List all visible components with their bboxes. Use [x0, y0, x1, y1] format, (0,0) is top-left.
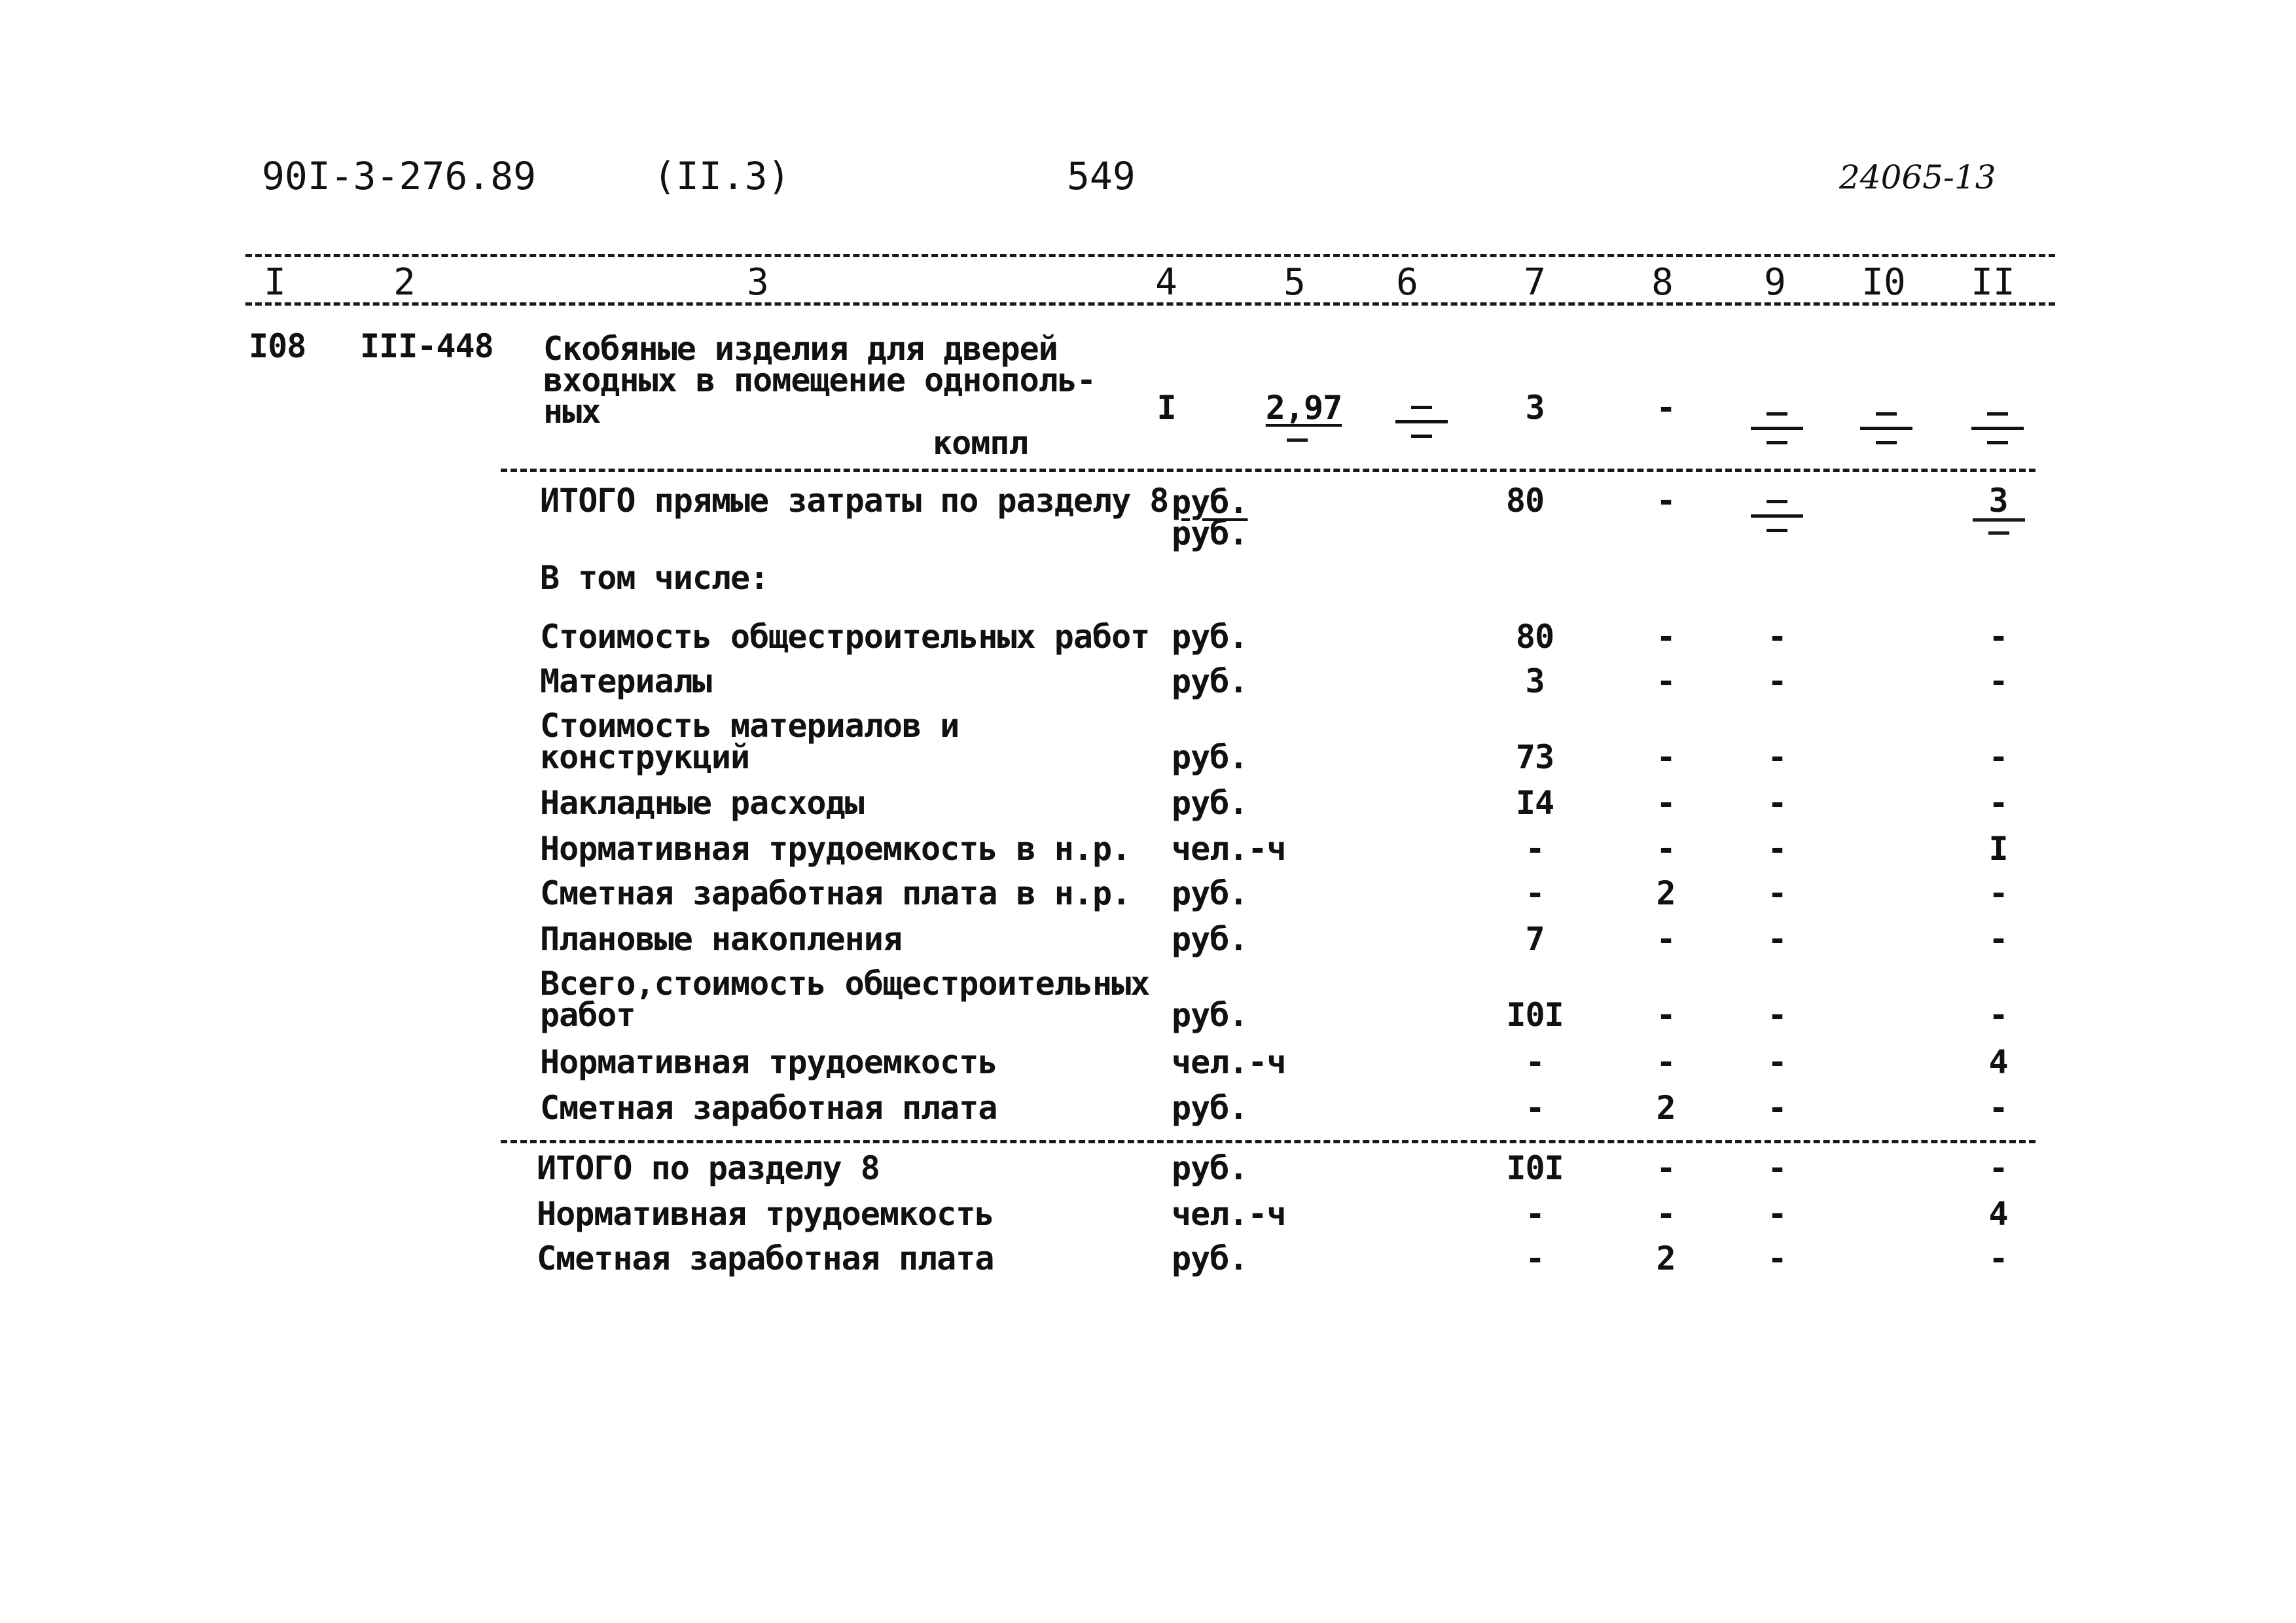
- row-col11: -: [1988, 874, 2008, 912]
- direct-total-label: ИТОГО прямые затраты по разделу 8: [540, 482, 1169, 520]
- row-col8: -: [1656, 738, 1676, 776]
- total-col8: 2: [1656, 1240, 1676, 1277]
- direct-total-col11: 3: [1988, 482, 2008, 520]
- total-col11: -: [1988, 1149, 2008, 1187]
- column-number: I: [264, 261, 286, 304]
- row-col8: -: [1656, 784, 1676, 822]
- row-label: конструкций: [540, 738, 750, 776]
- row-unit: руб.: [1172, 784, 1248, 822]
- total-col11: 4: [1988, 1195, 2008, 1233]
- page-number: 549: [1067, 154, 1136, 198]
- row-label: Сметная заработная плата в н.р.: [540, 874, 1131, 912]
- row-col9: -: [1767, 784, 1787, 822]
- including-label: В том числе:: [540, 559, 769, 597]
- column-number: 6: [1396, 261, 1418, 304]
- row-label: Всего,стоимость общестроительных: [540, 965, 1150, 1003]
- total-col7: -: [1525, 1195, 1545, 1233]
- row-col7: I4: [1515, 784, 1554, 822]
- item-quantity: I: [1157, 389, 1176, 427]
- fraction-mark: [1973, 518, 2025, 522]
- handwritten-stamp: 24065-13: [1839, 158, 1996, 196]
- total-col9: -: [1767, 1195, 1787, 1233]
- table-top-rule: [245, 254, 2055, 257]
- row-unit: руб.: [1172, 874, 1248, 912]
- direct-total-unit: руб.: [1172, 514, 1248, 552]
- item-col8-value: -: [1656, 389, 1676, 427]
- row-col8: -: [1656, 1043, 1676, 1081]
- row-col8: -: [1656, 996, 1676, 1034]
- column-number: 2: [393, 261, 416, 304]
- row-unit: руб.: [1172, 996, 1248, 1034]
- row-unit: руб.: [1172, 1089, 1248, 1127]
- column-number: 7: [1524, 261, 1546, 304]
- row-col9: -: [1767, 1089, 1787, 1127]
- column-number: 9: [1764, 261, 1786, 304]
- item-name-line: Скобяные изделия для дверей: [543, 330, 1058, 368]
- document-code: 90I-3-276.89: [262, 154, 537, 198]
- column-number: 3: [747, 261, 769, 304]
- item-name-line: ных: [543, 393, 601, 431]
- row-unit: чел.-ч: [1172, 1043, 1286, 1081]
- row-unit: руб.: [1172, 662, 1248, 700]
- column-number: I0: [1861, 261, 1906, 304]
- row-col7: -: [1525, 830, 1545, 868]
- row-label: Нормативная трудоемкость в н.р.: [540, 830, 1131, 868]
- total-col9: -: [1767, 1240, 1787, 1277]
- row-col7: -: [1525, 1043, 1545, 1081]
- row-col8: -: [1656, 920, 1676, 958]
- row-label: Накладные расходы: [540, 784, 864, 822]
- direct-total-col8: -: [1656, 482, 1676, 520]
- row-col11: -: [1988, 662, 2008, 700]
- direct-total-unit: руб.: [1172, 483, 1248, 521]
- row-col9: -: [1767, 874, 1787, 912]
- row-col8: -: [1656, 618, 1676, 656]
- section-rule: [501, 1140, 2036, 1143]
- row-col8: -: [1656, 662, 1676, 700]
- row-col8: 2: [1656, 1089, 1676, 1127]
- total-col9: -: [1767, 1149, 1787, 1187]
- row-col8: -: [1656, 830, 1676, 868]
- item-col7-value: 3: [1525, 389, 1545, 427]
- row-col9: -: [1767, 920, 1787, 958]
- item-unit: компл: [933, 424, 1028, 462]
- row-col9: -: [1767, 738, 1787, 776]
- row-col7: 80: [1515, 618, 1554, 656]
- total-unit: руб.: [1172, 1240, 1248, 1277]
- total-unit: чел.-ч: [1172, 1195, 1286, 1233]
- total-col7: -: [1525, 1240, 1545, 1277]
- row-col11: -: [1988, 784, 2008, 822]
- fraction-mark: [1988, 531, 2009, 535]
- row-unit: руб.: [1172, 738, 1248, 776]
- row-col11: I: [1988, 830, 2008, 868]
- row-col7: -: [1525, 1089, 1545, 1127]
- row-col7: 3: [1525, 662, 1545, 700]
- column-number: 4: [1155, 261, 1177, 304]
- row-label: работ: [540, 996, 636, 1034]
- row-col8: 2: [1656, 874, 1676, 912]
- column-number: II: [1971, 261, 2015, 304]
- row-unit: чел.-ч: [1172, 830, 1286, 868]
- total-label: Нормативная трудоемкость: [537, 1195, 994, 1233]
- item-unit-price: 2,97: [1265, 389, 1342, 427]
- row-col9: -: [1767, 830, 1787, 868]
- section-number: (II.3): [653, 154, 791, 198]
- item-code: III-448: [360, 327, 493, 365]
- column-number: 8: [1651, 261, 1674, 304]
- row-col11: -: [1988, 738, 2008, 776]
- row-col9: -: [1767, 996, 1787, 1034]
- row-label: Стоимость материалов и: [540, 707, 960, 745]
- row-label: Плановые накопления: [540, 920, 902, 958]
- row-col9: -: [1767, 662, 1787, 700]
- row-label: Нормативная трудоемкость: [540, 1043, 997, 1081]
- item-number: I08: [249, 327, 306, 365]
- row-label: Сметная заработная плата: [540, 1089, 997, 1127]
- total-label: Сметная заработная плата: [537, 1240, 994, 1277]
- total-col8: -: [1656, 1195, 1676, 1233]
- row-col7: -: [1525, 874, 1545, 912]
- row-col11: -: [1988, 1089, 2008, 1127]
- total-label: ИТОГО по разделу 8: [537, 1149, 880, 1187]
- row-col9: -: [1767, 618, 1787, 656]
- total-col11: -: [1988, 1240, 2008, 1277]
- row-unit: руб.: [1172, 618, 1248, 656]
- direct-total-col7: 80: [1505, 482, 1545, 520]
- row-unit: руб.: [1172, 920, 1248, 958]
- row-col7: 7: [1525, 920, 1545, 958]
- row-col9: -: [1767, 1043, 1787, 1081]
- row-col7: I0I: [1506, 996, 1564, 1034]
- total-unit: руб.: [1172, 1149, 1248, 1187]
- item-name-line: входных в помещение однополь-: [543, 361, 1096, 399]
- row-label: Материалы: [540, 662, 711, 700]
- row-col11: 4: [1988, 1043, 2008, 1081]
- row-col11: -: [1988, 618, 2008, 656]
- column-number: 5: [1283, 261, 1306, 304]
- row-col11: -: [1988, 920, 2008, 958]
- row-col7: 73: [1515, 738, 1554, 776]
- total-col7: I0I: [1506, 1149, 1564, 1187]
- fraction-mark: [1287, 438, 1308, 442]
- row-col11: -: [1988, 996, 2008, 1034]
- row-label: Стоимость общестроительных работ: [540, 618, 1150, 656]
- total-col8: -: [1656, 1149, 1676, 1187]
- section-rule: [501, 469, 2036, 472]
